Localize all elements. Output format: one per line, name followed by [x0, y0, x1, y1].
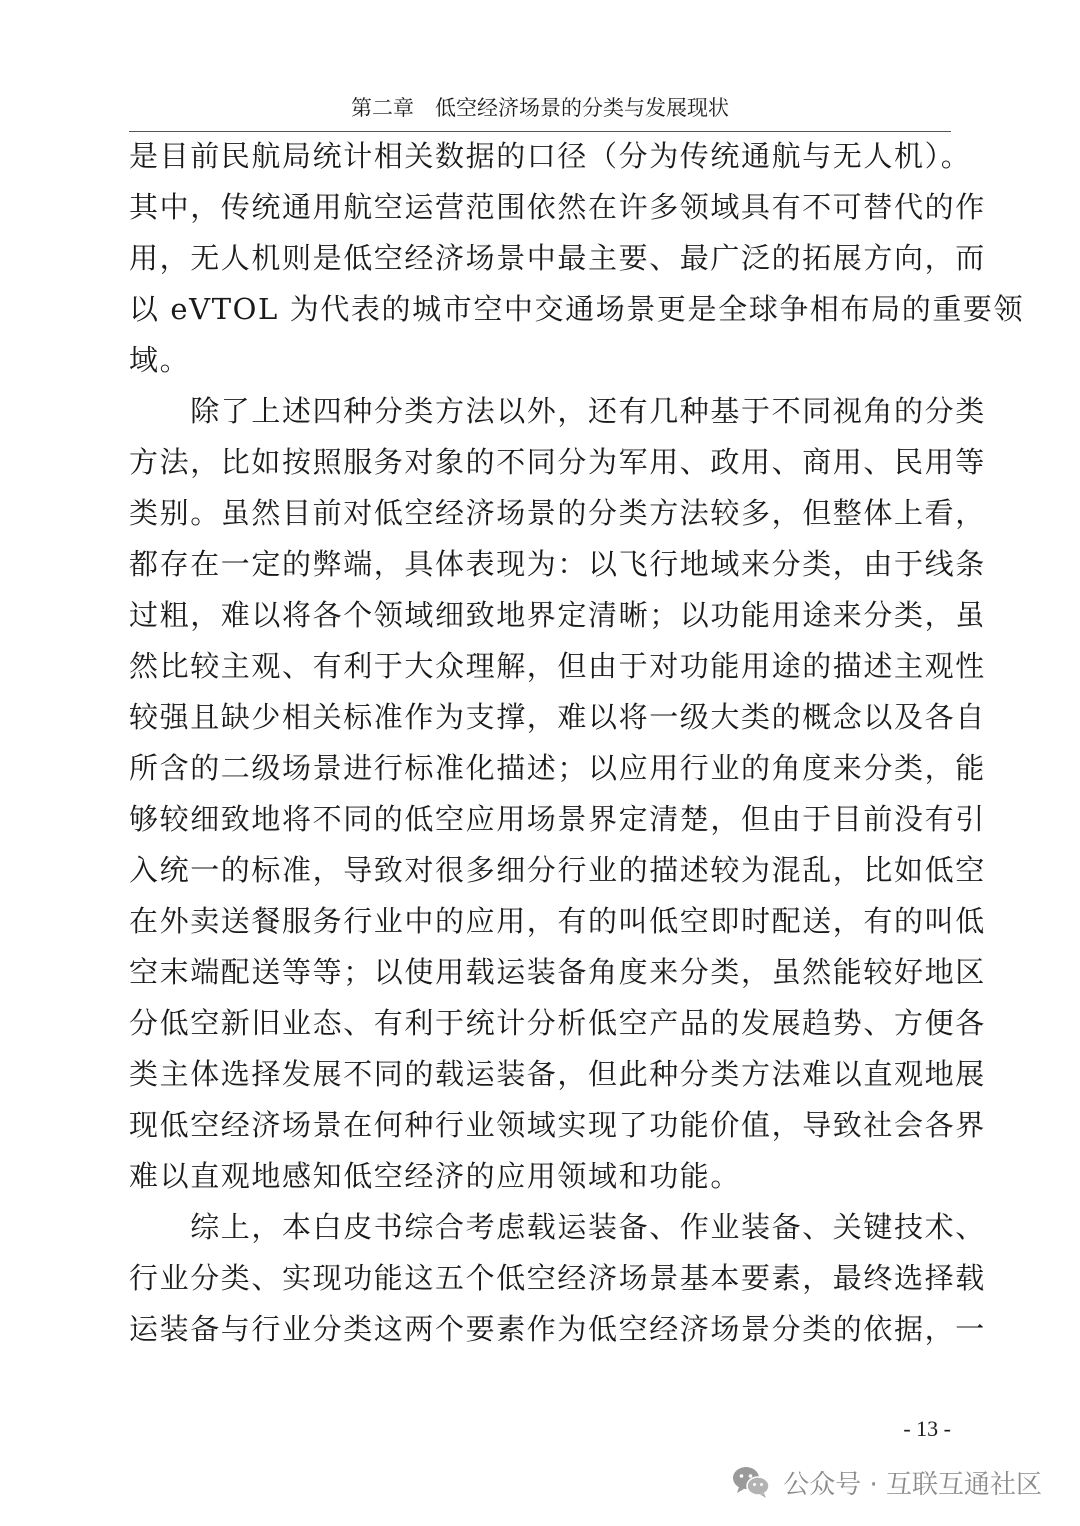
text-line: 然比较主观、有利于大众理解，但由于对功能用途的描述主观性 — [129, 649, 986, 683]
text-line: 都存在一定的弊端，具体表现为：以飞行地域来分类，由于线条 — [129, 547, 986, 581]
watermark-text: 公众号 · 互联互通社区 — [783, 1469, 1042, 1500]
paragraph-3 — [129, 1202, 986, 1355]
text-line: 较强且缺少相关标准作为支撑，难以将一级大类的概念以及各自 — [129, 700, 986, 734]
chapter-header: 第二章 低空经济场景的分类与发展现状 — [351, 96, 729, 120]
text-line: 分低空新旧业态、有利于统计分析低空产品的发展趋势、方便各 — [129, 1006, 986, 1040]
text-line: 除了上述四种分类方法以外，还有几种基于不同视角的分类 — [129, 394, 986, 428]
text-line: 过粗，难以将各个领域细致地界定清晰；以功能用途来分类，虽 — [129, 598, 986, 632]
text-line: 行业分类、实现功能这五个低空经济场景基本要素，最终选择载 — [129, 1261, 986, 1295]
text-line: 方法，比如按照服务对象的不同分为军用、政用、商用、民用等 — [129, 445, 986, 479]
paragraph-2 — [129, 386, 986, 1202]
page-number: - 13 - — [903, 1416, 951, 1441]
text-line: 所含的二级场景进行标准化描述；以应用行业的角度来分类，能 — [129, 751, 986, 785]
text-line: 用，无人机则是低空经济场景中最主要、最广泛的拓展方向，而 — [129, 241, 986, 275]
text-line: 综上，本白皮书综合考虑载运装备、作业装备、关键技术、 — [129, 1210, 986, 1244]
text-line: 是目前民航局统计相关数据的口径（分为传统通航与无人机）。 — [129, 139, 972, 173]
watermark — [731, 1460, 1042, 1504]
text-line: 类主体选择发展不同的载运装备，但此种分类方法难以直观地展 — [129, 1057, 986, 1091]
text-line: 空末端配送等等；以使用载运装备角度来分类，虽然能较好地区 — [129, 955, 986, 989]
text-line: 够较细致地将不同的低空应用场景界定清楚，但由于目前没有引 — [129, 802, 986, 836]
text-line: 入统一的标准，导致对很多细分行业的描述较为混乱，比如低空 — [129, 853, 986, 887]
body-text — [129, 131, 1025, 1355]
text-line: 难以直观地感知低空经济的应用领域和功能。 — [129, 1159, 742, 1193]
text-line: 在外卖送餐服务行业中的应用，有的叫低空即时配送，有的叫低 — [129, 904, 986, 938]
text-line: 运装备与行业分类这两个要素作为低空经济场景分类的依据，一 — [129, 1312, 986, 1346]
text-line: 其中，传统通用航空运营范围依然在许多领域具有不可替代的作 — [129, 190, 986, 224]
text-line: 以 eVTOL 为代表的城市空中交通场景更是全球争相布局的重要领 — [129, 292, 1025, 326]
text-line: 域。 — [129, 343, 191, 377]
wechat-icon — [731, 1464, 771, 1500]
text-line: 现低空经济场景在何种行业领域实现了功能价值，导致社会各界 — [129, 1108, 986, 1142]
text-line: 类别。虽然目前对低空经济场景的分类方法较多，但整体上看， — [129, 496, 986, 530]
paragraph-1 — [129, 131, 1025, 386]
